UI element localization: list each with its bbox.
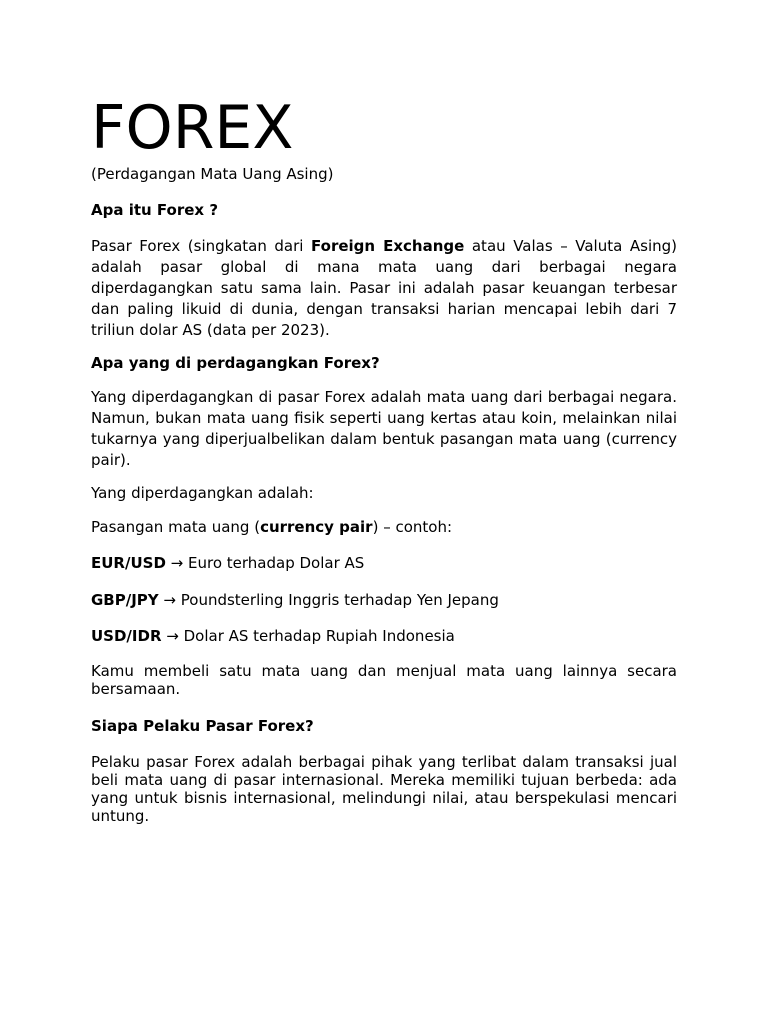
- paragraph-what-is-traded: Yang diperdagangkan di pasar Forex adalah mata uang dari berbagai negara. Namun, bukan mata uang fisik seperti uang kertas atau koin, melainkan nilai tukarnya yang diperjualbelikan dalam bentuk pasangan mata uang (currency pair).: [91, 388, 677, 469]
- pair-description: → Dolar AS terhadap Rupiah Indonesia: [161, 627, 455, 645]
- paragraph-buy-sell: Kamu membeli satu mata uang dan menjual mata uang lainnya secara bersamaan.: [91, 662, 677, 698]
- section-heading-what-is-forex: Apa itu Forex ?: [91, 201, 219, 219]
- pair-item-usd-idr: [91, 626, 677, 646]
- paragraph-what-is-forex: [91, 236, 677, 341]
- pair-code: GBP/JPY: [91, 591, 159, 609]
- pair-item-eur-usd: [91, 553, 677, 573]
- paragraph-market-participants: Pelaku pasar Forex adalah berbagai pihak yang terlibat dalam transaksi jual beli mata uang di pasar internasional. Mereka memiliki tujuan berbeda: ada yang untuk bisnis internasional, melindungi nilai, atau berspekulasi mencari untung.: [91, 753, 677, 825]
- pair-description: → Euro terhadap Dolar AS: [165, 554, 365, 572]
- bold-term-foreign-exchange: Foreign Exchange: [311, 237, 465, 255]
- traded-label: Yang diperdagangkan adalah:: [91, 484, 314, 502]
- pair-code: USD/IDR: [91, 627, 162, 645]
- paragraph-text: atau Valas – Valuta Asing) adalah pasar global di mana mata uang dari berbagai negara diperdagangkan satu sama lain. Pasar ini adalah pasar keuangan terbesar dan paling likuid di dunia, dengan transaksi harian mencapai lebih dari 7 triliun dolar AS (data per 2023).: [91, 237, 677, 339]
- section-heading-what-is-traded: Apa yang di perdagangkan Forex?: [91, 354, 380, 372]
- section-heading-market-participants: Siapa Pelaku Pasar Forex?: [91, 717, 314, 735]
- bold-term-currency-pair: currency pair: [260, 518, 373, 536]
- pair-description: → Poundsterling Inggris terhadap Yen Jepang: [158, 591, 499, 609]
- paragraph-text: Pasar Forex (singkatan dari: [91, 237, 312, 255]
- intro-text: ) – contoh:: [372, 518, 453, 536]
- intro-text: Pasangan mata uang (: [91, 518, 261, 536]
- pair-item-gbp-jpy: [91, 590, 677, 610]
- document-title: FOREX: [91, 93, 294, 163]
- document-subtitle: (Perdagangan Mata Uang Asing): [91, 165, 334, 183]
- currency-pair-intro: [91, 517, 677, 537]
- pair-code: EUR/USD: [91, 554, 166, 572]
